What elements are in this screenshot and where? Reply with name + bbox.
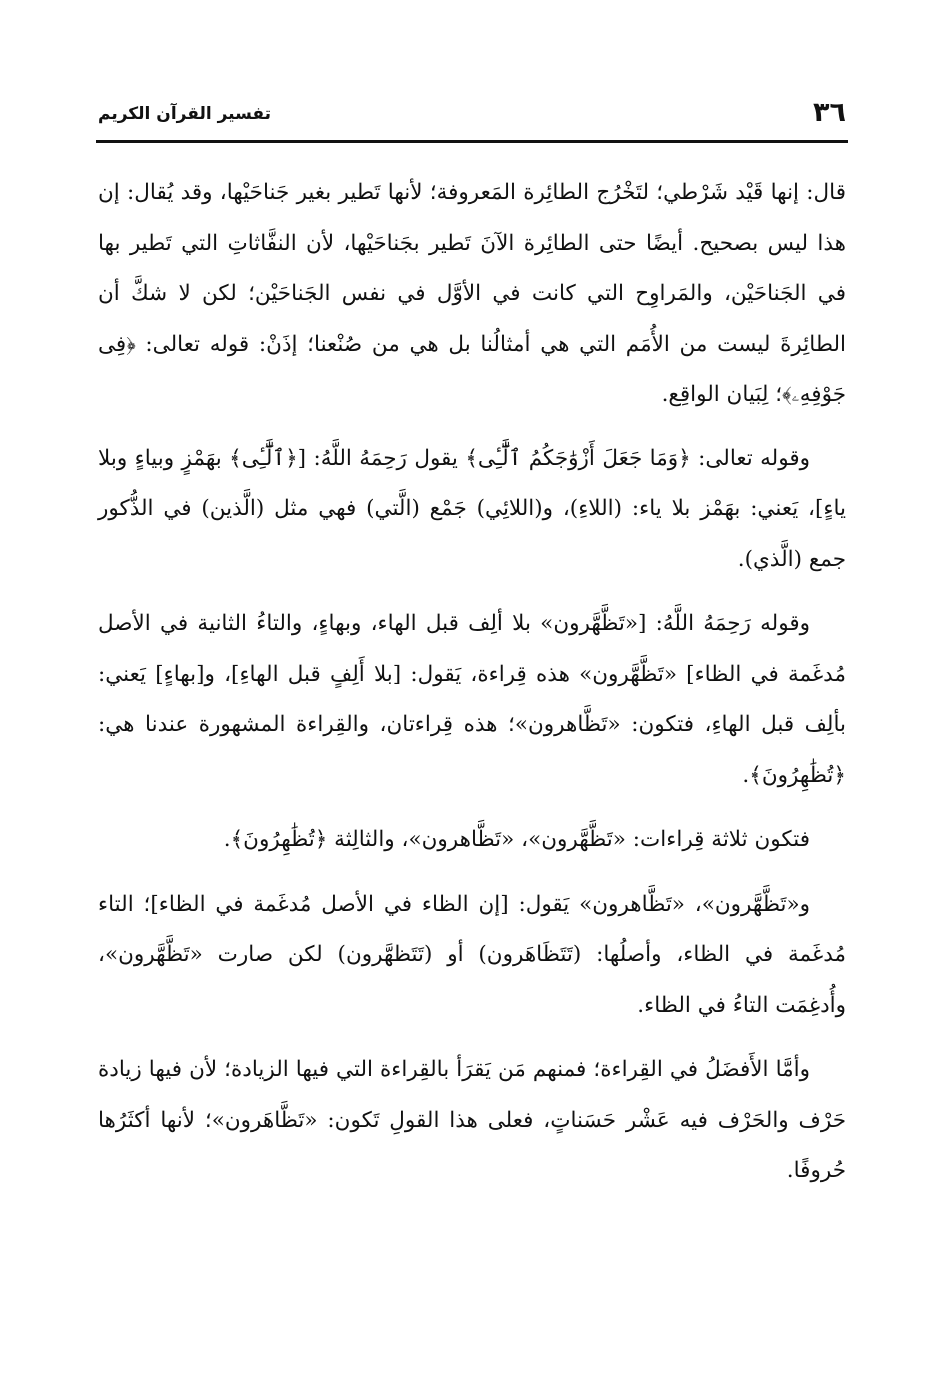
paragraph-4: فتكون ثلاثة قِراءات: «تَظَّهَّرون»، «تَظَّاهرون»، والثالِثة ﴿تُظَٰهِرُونَ﴾.	[223, 827, 810, 852]
running-title: تفسير القرآن الكريم	[98, 104, 272, 124]
page-number: ٣٦	[813, 97, 846, 128]
paragraph-5: و«تَظَّهَّرون»، «تَظَّاهرون» يَقول: [إن الظاء في الأصل مُدغَمة في الظاء]؛ التاء مُدغَمة في الظاء، وأصلُها: (تَتَظَاهَرون) أو (تَتَظهَّرون) لكن صارت «تَظَّهَّرون»، وأُدغِمَت التاءُ في الظاء.	[98, 891, 846, 1018]
paragraph-6: وأمَّا الأَفضَلُ في القِراءة؛ فمنهم مَن يَقرَأ بالقِراءة التي فيها الزيادة؛ لأن فيها زيادة حَرْف والحَرْف فيه عَشْر حَسَناتٍ، فعلى هذا القولِ تَكون: «تَظَّاهَرون»؛ لأنها أكثَرُها حُروفًا.	[98, 1057, 846, 1183]
paragraph-2: وقوله تعالى: ﴿وَمَا جَعَلَ أَزْوَٰجَكُمُ ٱلَّٰٓـِٔى﴾ يقول رَحِمَهُ اللَّهُ: [﴿ٱلَّٰٓـِٔى﴾ بهَمْزٍ وبياءٍ وبلا ياءٍ]، يَعني: بهَمْز بلا ياء: (اللاءِ)، و(اللائِي) جَمْع (الَّتي) فهي مثل (الَّذين) في الذُّكور جمع (الَّذي).	[98, 445, 846, 572]
paragraph-1: قال: إنها قَيْد شَرْطي؛ لتَخْرُج الطائِرة المَعروفة؛ لأنها تَطير بغير جَناحَيْها، وقد يُقال: إن هذا ليس بصحيح. أيضًا حتى الطائِرة الآنَ تَطير بجَناحَيْها، لأن النفَّاثاتِ التي تَطير بها في الجَناحَيْن، والمَراوِح التي كانت في الأوَّل في نفس الجَناحَيْن؛ لكن لا شكَّ أن الطائِرةَ ليست من الأُمَم التي هي أمثالُنا بل هي من صُنْعنا؛ إذَنْ: قوله تعالى: ﴿فِى جَوْفِهِۦ﴾؛ لِبَيان الواقِع.	[98, 180, 846, 407]
paragraph-3: وقوله رَحِمَهُ اللَّهُ: [«تَظَّهَّرون» بلا ألِف قبل الهاء، وبهاءٍ، والتاءُ الثانية في الأصل مُدغَمة في الظاء] «تَظَّهَّرون» هذه قِراءة، يَقول: [بلا أَلِفٍ قبل الهاءِ]، و[بهاءٍ] يَعني: بألِف قبل الهاءِ، فتكون: «تَظَّاهرون»؛ هذه قِراءتان، والقِراءة المشهورة عندنا هي: ﴿تُظَٰهِرُونَ﴾.	[98, 611, 846, 788]
body-text	[98, 168, 846, 1197]
page-header	[96, 96, 848, 136]
header-rule	[96, 140, 848, 143]
